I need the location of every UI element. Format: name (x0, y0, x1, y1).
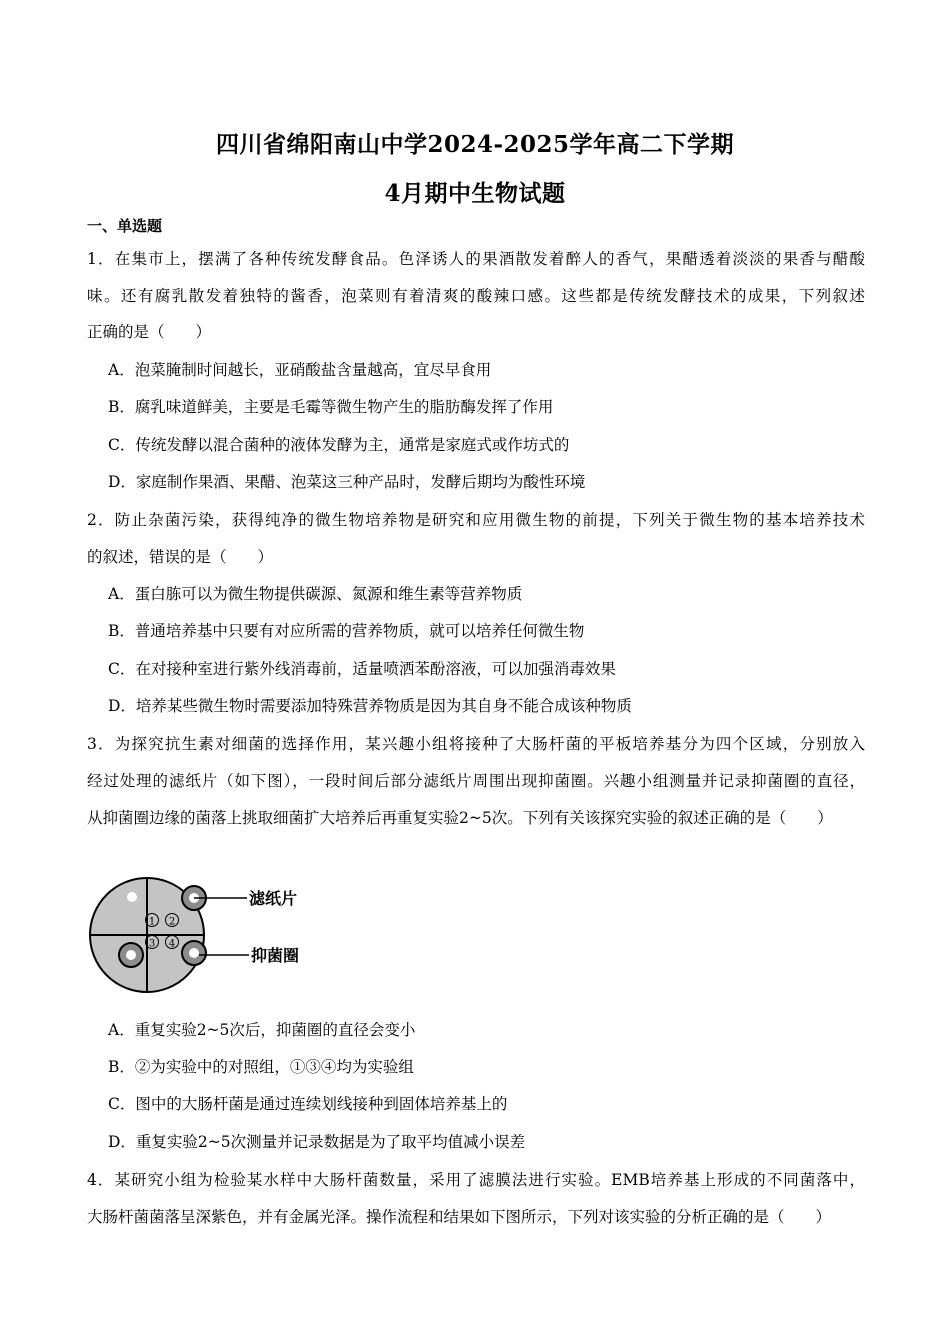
q1-option-d: D．家庭制作果酒、果醋、泡菜这三种产品时，发酵后期均为酸性环境 (108, 473, 586, 491)
exam-title-line1: 四川省绵阳南山中学2024-2025学年高二下学期 (215, 131, 735, 158)
region-label-4: 4 (168, 938, 176, 950)
q2-option-d: D．培养某些微生物时需要添加特殊营养物质是因为其自身不能合成该种物质 (108, 697, 632, 715)
q3-option-b: B．②为实验中的对照组，①③④均为实验组 (108, 1058, 414, 1076)
q4-stem-line: 4．某研究小组为检验某水样中大肠杆菌数量，采用了滤膜法进行实验。EMB培养基上形成的不同菌落中， (87, 1171, 865, 1189)
q1-stem-line: 正确的是（ ） (87, 323, 212, 341)
region-label-1: 1 (148, 916, 156, 928)
q1-option-a: A．泡菜腌制时间越长，亚硝酸盐含量越高，宜尽早食用 (108, 361, 492, 379)
q3-option-c: C．图中的大肠杆菌是通过连续划线接种到固体培养基上的 (108, 1095, 508, 1113)
region-label-3: 3 (148, 938, 156, 950)
q2-option-b: B．普通培养基中只要有对应所需的营养物质，就可以培养任何微生物 (108, 622, 585, 640)
petri-dish-figure (87, 855, 317, 1005)
q2-stem-line: 2．防止杂菌污染，获得纯净的微生物培养物是研究和应用微生物的前提，下列关于微生物的基本培养技术 (87, 511, 865, 529)
label-filter-paper: 滤纸片 (249, 889, 298, 908)
q1-stem-line: 1．在集市上，摆满了各种传统发酵食品。色泽诱人的果酒散发着醉人的香气，果醋透着淡淡的果香与醋酸 (87, 250, 865, 268)
q2-stem-line: 的叙述，错误的是（ ） (87, 548, 274, 566)
region-label-2: 2 (168, 916, 176, 928)
filter-paper-4 (189, 948, 199, 958)
q4-stem-line: 大肠杆菌菌落呈深紫色，并有金属光泽。操作流程和结果如下图所示，下列对该实验的分析正确的是（ ） (87, 1208, 832, 1226)
exam-title-line2: 4月期中生物试题 (384, 180, 566, 207)
label-inhibition-zone: 抑菌圈 (251, 946, 300, 965)
q1-stem-line: 味。还有腐乳散发着独特的酱香，泡菜则有着清爽的酸辣口感。这些都是传统发酵技术的成果，下列叙述 (87, 287, 865, 305)
filter-paper-3 (126, 950, 136, 960)
filter-paper-1 (127, 892, 137, 902)
q3-stem-line: 从抑菌圈边缘的菌落上挑取细菌扩大培养后再重复实验2~5次。下列有关该探究实验的叙述正确的是（ ） (87, 809, 833, 827)
q1-option-c: C．传统发酵以混合菌种的液体发酵为主，通常是家庭式或作坊式的 (108, 436, 570, 454)
q3-option-d: D．重复实验2~5次测量并记录数据是为了取平均值减小误差 (108, 1133, 526, 1151)
q3-stem-line: 3．为探究抗生素对细菌的选择作用，某兴趣小组将接种了大肠杆菌的平板培养基分为四个区域，分别放入 (87, 735, 865, 753)
section-heading: 一、单选题 (87, 217, 163, 235)
q1-option-b: B．腐乳味道鲜美，主要是毛霉等微生物产生的脂肪酶发挥了作用 (108, 398, 554, 416)
q3-stem-line: 经过处理的滤纸片（如下图），一段时间后部分滤纸片周围出现抑菌圈。兴趣小组测量并记录抑菌圈的直径， (87, 772, 865, 790)
q3-option-a: A．重复实验2~5次后，抑菌圈的直径会变小 (108, 1021, 416, 1039)
q2-option-a: A．蛋白胨可以为微生物提供碳源、氮源和维生素等营养物质 (108, 585, 523, 603)
q2-option-c: C．在对接种室进行紫外线消毒前，适量喷洒苯酚溶液，可以加强消毒效果 (108, 660, 616, 678)
